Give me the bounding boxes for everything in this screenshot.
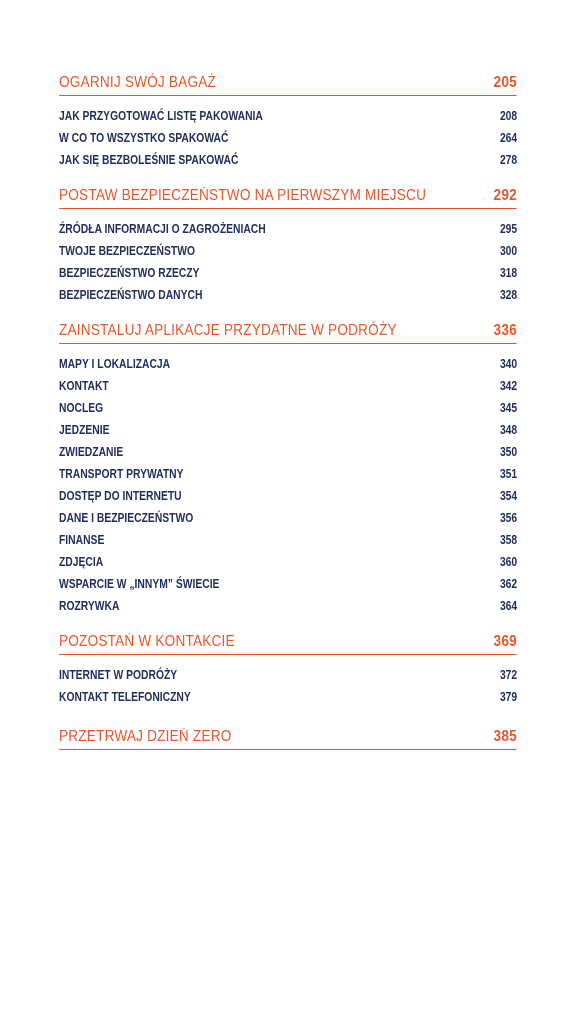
toc-entry[interactable] — [59, 127, 517, 149]
entry-title: ZWIEDZANIE — [59, 445, 124, 459]
chapter-heading[interactable] — [59, 724, 517, 750]
toc-entry[interactable] — [59, 397, 517, 419]
toc-entry[interactable] — [59, 149, 517, 171]
entry-title: W CO TO WSZYSTKO SPAKOWAĆ — [59, 131, 229, 145]
entry-page: 358 — [499, 533, 518, 547]
chapter-title: POSTAW BEZPIECZEŃSTWO NA PIERWSZYM MIEJSCU — [59, 187, 427, 204]
toc-entry[interactable] — [59, 240, 517, 262]
toc-entry[interactable] — [59, 105, 517, 127]
chapter-heading[interactable] — [59, 318, 517, 344]
toc-entry[interactable] — [59, 218, 517, 240]
toc-entry[interactable] — [59, 353, 517, 375]
toc-section — [59, 724, 517, 750]
toc-entry[interactable] — [59, 664, 517, 686]
entry-title: MAPY I LOKALIZACJA — [59, 357, 171, 371]
toc-entry[interactable] — [59, 507, 517, 529]
entry-page: 345 — [499, 401, 518, 415]
toc-section — [59, 183, 517, 318]
table-of-contents — [59, 70, 517, 750]
entry-title: BEZPIECZEŃSTWO RZECZY — [59, 266, 200, 280]
toc-section — [59, 70, 517, 183]
entry-page: 328 — [499, 288, 518, 302]
entry-page: 278 — [499, 153, 518, 167]
entry-title: JEDZENIE — [59, 423, 110, 437]
entry-title: WSPARCIE W „INNYM” ŚWIECIE — [59, 577, 220, 591]
entry-page: 348 — [499, 423, 518, 437]
entry-title: BEZPIECZEŃSTWO DANYCH — [59, 288, 203, 302]
toc-entry[interactable] — [59, 441, 517, 463]
entry-page: 379 — [499, 690, 518, 704]
chapter-heading[interactable] — [59, 629, 517, 655]
toc-entry[interactable] — [59, 686, 517, 708]
chapter-title: OGARNIJ SWÓJ BAGAŻ — [59, 74, 217, 91]
entry-page: 318 — [499, 266, 518, 280]
entry-title: KONTAKT — [59, 379, 109, 393]
chapter-title: POZOSTAŃ W KONTAKCIE — [59, 633, 235, 650]
entry-page: 342 — [499, 379, 518, 393]
toc-entry[interactable] — [59, 262, 517, 284]
chapter-page: 336 — [493, 322, 517, 339]
entry-title: ZDJĘCIA — [59, 555, 104, 569]
chapter-title: ZAINSTALUJ APLIKACJE PRZYDATNE W PODRÓŻY — [59, 322, 397, 339]
chapter-page: 385 — [493, 728, 517, 745]
toc-entry[interactable] — [59, 551, 517, 573]
entry-title: TWOJE BEZPIECZEŃSTWO — [59, 244, 195, 258]
entry-page: 340 — [499, 357, 518, 371]
toc-entry[interactable] — [59, 375, 517, 397]
toc-section — [59, 629, 517, 720]
entry-page: 364 — [499, 599, 518, 613]
entry-title: JAK PRZYGOTOWAĆ LISTĘ PAKOWANIA — [59, 109, 263, 123]
entry-page: 295 — [499, 222, 518, 236]
entry-title: KONTAKT TELEFONICZNY — [59, 690, 191, 704]
chapter-page: 292 — [493, 187, 517, 204]
chapter-page: 369 — [493, 633, 517, 650]
entry-title: TRANSPORT PRYWATNY — [59, 467, 184, 481]
entry-page: 350 — [499, 445, 518, 459]
entry-title: FINANSE — [59, 533, 105, 547]
entry-page: 351 — [499, 467, 518, 481]
toc-section — [59, 318, 517, 629]
chapter-heading[interactable] — [59, 183, 517, 209]
entry-title: NOCLEG — [59, 401, 104, 415]
toc-entry[interactable] — [59, 284, 517, 306]
toc-entry[interactable] — [59, 419, 517, 441]
entry-page: 372 — [499, 668, 518, 682]
entry-page: 356 — [499, 511, 518, 525]
entry-page: 264 — [499, 131, 518, 145]
entry-page: 300 — [499, 244, 518, 258]
chapter-heading[interactable] — [59, 70, 517, 96]
chapter-page: 205 — [493, 74, 517, 91]
entry-page: 208 — [499, 109, 518, 123]
entry-title: ŹRÓDŁA INFORMACJI O ZAGROŻENIACH — [59, 222, 266, 236]
entry-page: 362 — [499, 577, 518, 591]
toc-entry[interactable] — [59, 529, 517, 551]
entry-page: 360 — [499, 555, 518, 569]
toc-entry[interactable] — [59, 463, 517, 485]
entry-title: JAK SIĘ BEZBOLEŚNIE SPAKOWAĆ — [59, 153, 239, 167]
entry-title: DANE I BEZPIECZEŃSTWO — [59, 511, 194, 525]
entry-page: 354 — [499, 489, 518, 503]
entry-title: DOSTĘP DO INTERNETU — [59, 489, 182, 503]
entry-title: ROZRYWKA — [59, 599, 120, 613]
chapter-title: PRZETRWAJ DZIEŃ ZERO — [59, 728, 232, 745]
toc-entry[interactable] — [59, 595, 517, 617]
entry-title: INTERNET W PODRÓŻY — [59, 668, 178, 682]
toc-entry[interactable] — [59, 485, 517, 507]
toc-entry[interactable] — [59, 573, 517, 595]
